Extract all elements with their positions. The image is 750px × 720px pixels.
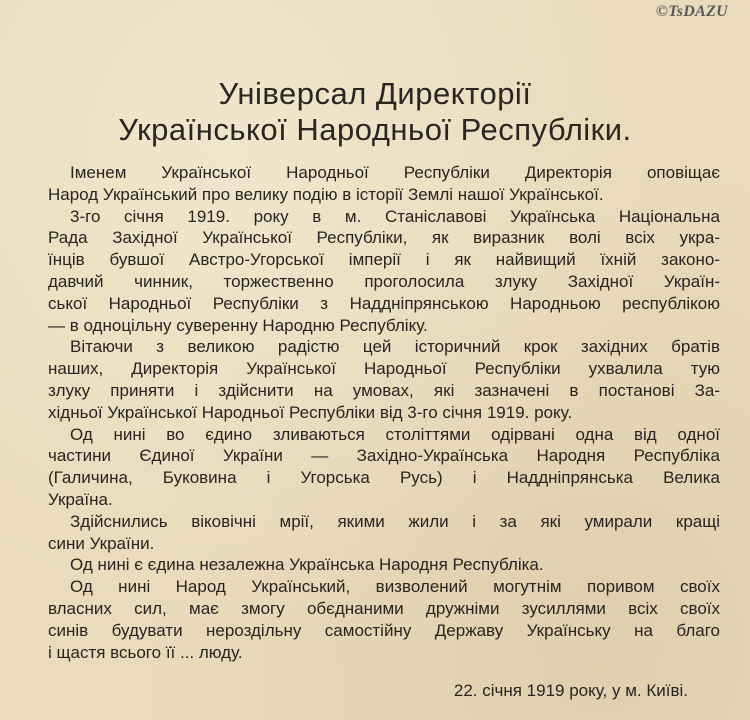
text-line: синів будувати нероздільну самостійну Державу Українську на благо bbox=[48, 620, 720, 640]
title-line-1: Універсал Директорії bbox=[218, 76, 532, 111]
text-line: Од нині во єдино зливаються століттями одірвані одна від одної bbox=[70, 424, 720, 444]
text-line: давчий чинник, торжественно проголосила злуку Західної Україн- bbox=[48, 271, 720, 291]
text-line: Україна. bbox=[48, 489, 113, 509]
text-line: їнців бувшої Австро-Угорської імперії і як найвищий їхній законо- bbox=[48, 250, 720, 270]
text-line: наших, Директорія Української Народньої Республіки ухвалила тую bbox=[48, 359, 720, 379]
text-line: Од нині Народ Український, визволений могутнім поривом своїх bbox=[70, 577, 720, 597]
copyright-watermark: ©TsDAZU bbox=[655, 3, 728, 20]
text-line: Вітаючи з великою радістю цей історичний крок західних братів bbox=[70, 337, 720, 357]
text-line: (Галичина, Буковина і Угорська Русь) і Наддніпрянська Велика bbox=[48, 468, 720, 488]
date-place-signoff: 22. січня 1919 року, у м. Київі. bbox=[453, 681, 688, 700]
document-body bbox=[48, 162, 720, 663]
text-line: і щастя всього її ... люду. bbox=[48, 642, 243, 662]
text-line: сини України. bbox=[48, 533, 155, 553]
text-line: частини Єдиної України — Західно-Українська Народня Республіка bbox=[48, 446, 720, 466]
text-line: Од нині є єдина незалежна Українська Народня Республіка. bbox=[70, 555, 544, 575]
title-line-2: Української Народньої Республіки. bbox=[118, 112, 632, 147]
text-line: Рада Західної Української Республіки, як виразник волі всіх укра- bbox=[48, 228, 720, 248]
text-line: власних сил, має змогу обєднаними дружніми зусиллями всіх своїх bbox=[48, 598, 720, 618]
text-line: злуку приняти і здійснити на умовах, які зазначені в постанові За- bbox=[48, 380, 720, 400]
text-line: хідньої Української Народньої Республіки від 3-го січня 1919. року. bbox=[48, 402, 573, 422]
text-line: — в одноцільну суверенну Народню Республіку. bbox=[48, 315, 428, 335]
text-line: Іменем Української Народньої Республіки Директорія оповіщає bbox=[70, 163, 720, 182]
text-line: ської Народньої Республіки з Наддніпрянською Народньою республікою bbox=[48, 293, 720, 313]
text-line: Здійснились віковічні мрії, якими жили і за які умирали кращі bbox=[70, 511, 720, 531]
text-line: 3-го січня 1919. року в м. Станіславові Українська Національна bbox=[70, 206, 720, 226]
text-line: Народ Український про велику подію в історії Землі нашої Української. bbox=[48, 184, 604, 204]
document-title bbox=[0, 76, 750, 148]
